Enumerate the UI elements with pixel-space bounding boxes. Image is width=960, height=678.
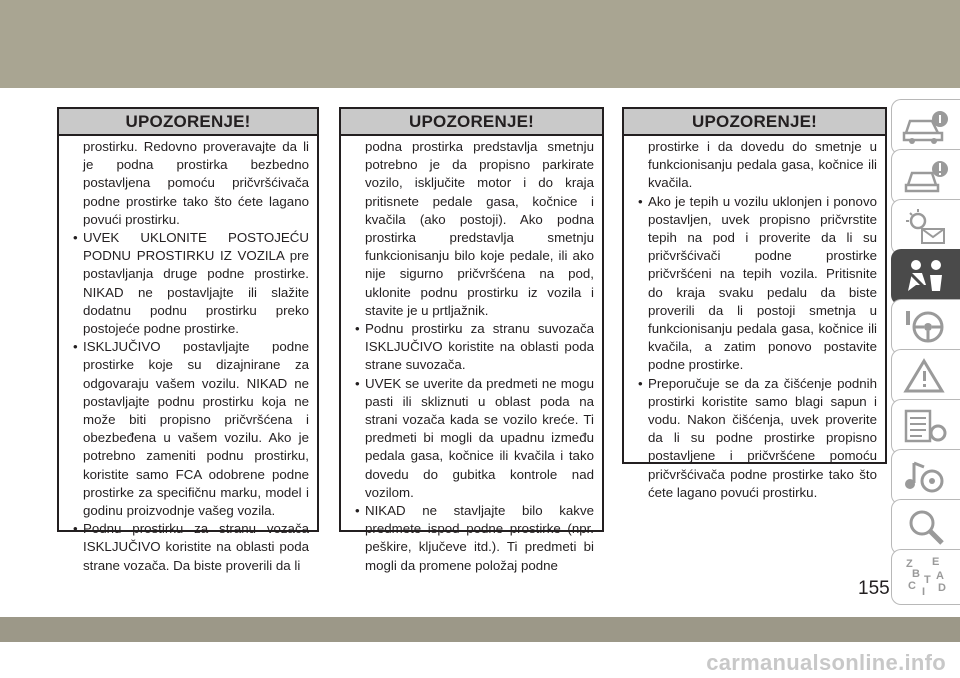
language-letter: C — [908, 580, 916, 592]
warning-bullet-item — [355, 320, 594, 375]
language-letter: A — [936, 570, 944, 582]
warning-paragraph: podna prostirka predstavlja smetnju potrebno je da propisno parkirate vozilo, isključite motor i do kraja pritisnete pedale gasa, kočnice i kvačila (ako postoji). Ako podna prostirka predstavlja smetnju funkcionisanju bilo koje pedale, ili ako nije sigurno pričvršćena na pod, uklonite podnu prostirku iz vozila i stavite je u prtljažnik. — [365, 139, 594, 318]
bullet-marker: • — [355, 503, 360, 519]
warning-paragraph: prostirku. Redovno proveravajte da li je podna prostirka bezbedno postavljena pomoću pričvršćivača podne prostirke tako što ćete lagano povući prostirku. — [83, 139, 309, 227]
warning-title: UPOZORENJE! — [59, 109, 317, 136]
lamp-mail-icon[interactable] — [891, 199, 960, 255]
warning-box-left — [57, 107, 319, 573]
warning-box-right — [622, 107, 887, 500]
language-letter: B — [912, 568, 920, 580]
warning-bullet-text: NIKAD ne stavljajte bilo kakve predmete ispod podne prostirke (npr. peškire, ključeve itd.). Ti predmeti bi mogli da promene položaj podne — [365, 503, 594, 573]
bottom-banner — [0, 617, 960, 642]
warning-body — [341, 136, 602, 575]
language-letter: E — [932, 557, 940, 568]
warning-triangle-icon[interactable] — [891, 349, 960, 405]
bullet-marker: • — [73, 521, 78, 537]
bullet-marker: • — [73, 339, 78, 355]
bullet-marker: • — [638, 375, 643, 391]
warning-bullet-text: Podnu prostirku za stranu vozača ISKLJUČIVO koristite na oblasti poda strane vozača. Da biste proverili da li — [83, 521, 309, 573]
warning-box-middle — [339, 107, 604, 573]
warning-bullet-text: UVEK se uverite da predmeti ne mogu pasti ili skliznuti u oblast poda na strani vozača kada se vozilo kreće. Ti predmeti bi mogli da upadnu između pedala gasa, kočnice ili kvačila i tako dovedu do gubitka kontrole nad vozilom. — [365, 375, 594, 500]
language-letter: I — [922, 586, 926, 598]
music-nav-icon[interactable] — [891, 449, 960, 505]
warning-bullet-text: UVEK UKLONITE POSTOJEĆU PODNU PROSTIRKU IZ VOZILA pre postavljanja druge podne prostirke. NIKAD ne postavljajte ili slažite dodatnu podnu prostirku preko postojeće podne prostirke. — [83, 230, 309, 337]
safety-icon[interactable] — [891, 249, 960, 305]
warning-bullet-item — [638, 375, 877, 502]
warning-bullet-text: Preporučuje se da za čišćenje podnih prostirki koristite samo blagi sapun i vodu. Nakon čišćenja, uvek proverite da li su podne prostirke propisno postavljene i pričvršćene pomoću pričvršćivača podne prostirke tako što ćete lagano povući prostirku. — [648, 375, 877, 500]
language-letter: D — [938, 582, 946, 594]
warning-bullet-item — [73, 520, 309, 575]
bullet-marker: • — [355, 375, 360, 391]
warning-bullet-item — [638, 193, 877, 375]
warning-paragraph: prostirke i da dovedu do smetnje u funkcionisanju pedala gasa, kočnice ili kvačila. — [648, 139, 877, 191]
warning-bullet-text: ISKLJUČIVO postavljajte podne prostirke koje su dizajnirane za odgovaraju vašem vozilu. NIKAD ne postavljajte podnu prostirku koja ne može biti propisno pričvršćena i obezbeđena u vašem vozilu. Ako je potrebno zameniti podnu prostirku, koristite samo FCA odobrene podne prostirke za specifičnu marku, model i godinu proizvodnje vašeg vozila. — [83, 339, 309, 519]
warning-bullet-text: Ako je tepih u vozilu uklonjen i ponovo postavljen, uvek propisno pričvrstite tepih na pod i proverite da li su pričvršćivači podne prostirke pričvršćeni na tepih vozila. Pritisnite do kraja svaku pedalu da biste proverili da li postoji smetnja u funkcionisanju pedala gasa, kočnice ili kvačila, a zatim ponovo postavite podne prostirke. — [648, 193, 877, 373]
steering-icon[interactable] — [891, 299, 960, 355]
service-list-icon[interactable] — [891, 399, 960, 455]
warning-title: UPOZORENJE! — [341, 109, 602, 136]
language-letters-icon[interactable] — [891, 549, 960, 605]
warning-bullet-item — [355, 375, 594, 502]
warning-lights-icon[interactable] — [891, 149, 960, 205]
warning-bullet-text: Podnu prostirku za stranu suvozača ISKLJUČIVO koristite na oblasti poda strane suvozača. — [365, 321, 594, 373]
warning-title: UPOZORENJE! — [624, 109, 885, 136]
warning-body — [624, 136, 885, 502]
car-info-icon[interactable] — [891, 99, 960, 155]
warning-bullet-item — [73, 338, 309, 520]
language-letter: T — [924, 574, 931, 586]
page-number: 155 — [858, 578, 890, 599]
warning-bullet-item — [73, 229, 309, 338]
bullet-marker: • — [73, 230, 78, 246]
bullet-marker: • — [355, 321, 360, 337]
bullet-marker: • — [638, 193, 643, 209]
warning-body — [59, 136, 317, 575]
warning-bullet-item — [355, 502, 594, 575]
top-banner — [0, 0, 960, 88]
search-index-icon[interactable] — [891, 499, 960, 555]
watermark: carmanualsonline.info — [706, 650, 946, 675]
language-letter: Z — [906, 558, 913, 570]
